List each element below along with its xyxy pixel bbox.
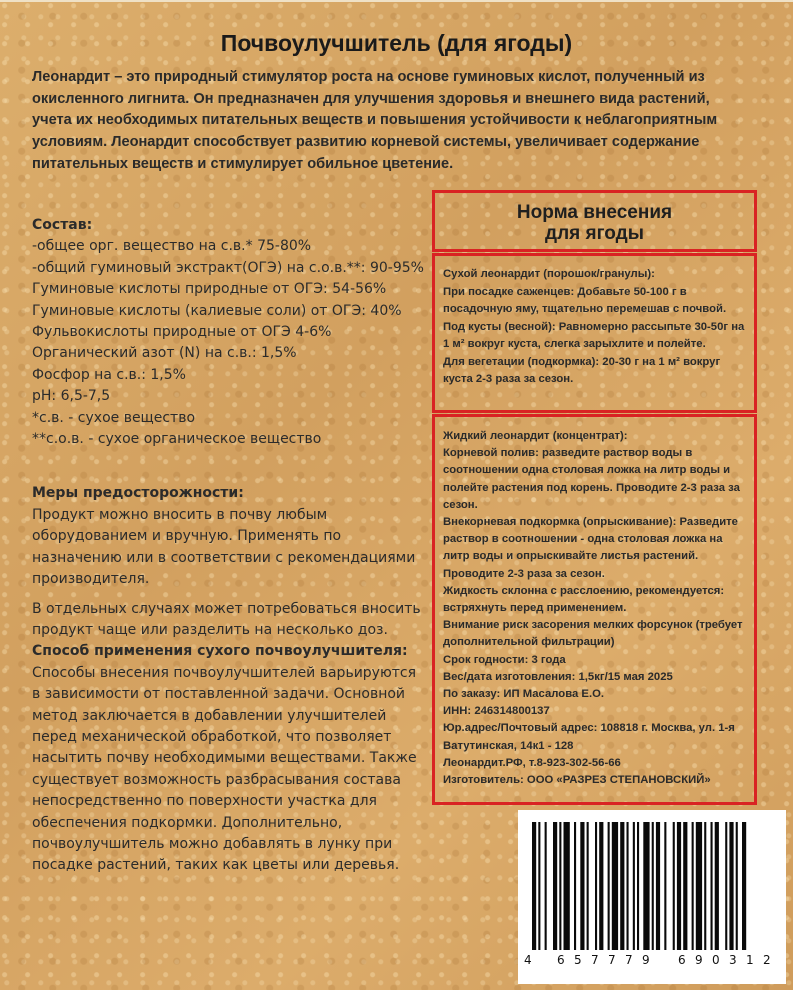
composition-line: *с.в. - сухое вещество	[32, 409, 196, 426]
barcode-bar	[574, 822, 576, 950]
barcode-bar	[595, 822, 597, 950]
barcode-digit: 6	[678, 953, 686, 967]
page-title: Почвоулучшитель (для ягоды)	[220, 30, 573, 56]
dry-method-heading: Способ применения сухого почвоулучшителя:	[32, 643, 408, 660]
barcode-bar	[652, 822, 654, 950]
barcode-bar	[725, 822, 727, 950]
barcode-bar	[736, 822, 738, 950]
barcode-bar	[580, 822, 584, 950]
liquid-norm-line: Леонардит.РФ, т.8-923-302-56-66	[443, 756, 621, 769]
liquid-norm-line: Юр.адрес/Почтовый адрес: 108818 г. Москва, ул. 1-я Ватутинская, 14к1 - 128	[443, 722, 735, 752]
composition-line: Гуминовые кислоты (калиевые соли) от ОГЭ: 40%	[32, 302, 402, 319]
barcode-bar	[729, 822, 733, 950]
precautions-text: В отдельных случаях может потребоваться вносить продукт чаще или разделить на несколько доз.	[32, 600, 421, 638]
spacer	[32, 591, 424, 599]
barcode-bar	[538, 822, 540, 950]
barcode-digit: 7	[591, 953, 599, 967]
barcode-bar	[711, 822, 713, 950]
barcode-digit: 2	[763, 953, 771, 967]
barcode-bar	[643, 822, 649, 950]
liquid-norm-line: ИНН: 246314800137	[443, 705, 550, 718]
barcode-bar	[587, 822, 589, 950]
barcode-bar	[559, 822, 561, 950]
norm-title-box	[432, 190, 757, 252]
barcode-digit: 7	[608, 953, 616, 967]
barcode-digit: 1	[746, 953, 754, 967]
barcode-bar	[564, 822, 570, 950]
barcode-bar	[673, 822, 675, 950]
dry-norm-line: Сухой леонардит (порошок/гранулы):	[443, 268, 655, 280]
dry-norm-box	[432, 253, 757, 413]
precautions-text: Продукт можно вносить в почву любым оборудованием и вручную. Применять по назначению или в соответствии с рекомендациями производителя.	[32, 506, 416, 588]
norm-title-line: Норма внесения	[516, 202, 673, 223]
liquid-norm-line: Внимание риск засорения мелких форсунок (требует дополнительной фильтрации)	[443, 619, 743, 649]
barcode-bar	[704, 822, 706, 950]
barcode	[518, 810, 786, 984]
composition-heading: Состав:	[32, 217, 93, 233]
barcode-digits	[518, 953, 786, 973]
composition-line: Органический азот (N) на с.в.: 1,5%	[32, 345, 297, 362]
norm-title-line: для ягоды	[545, 223, 644, 244]
barcode-bar	[742, 822, 746, 950]
composition-line: pH: 6,5-7,5	[32, 388, 111, 405]
spacer	[32, 450, 424, 483]
composition-line: **с.о.в. - сухое органическое вещество	[32, 431, 322, 448]
barcode-bars	[518, 810, 786, 953]
dry-norm-line: При посадке саженцев: Добавьте 50-100 г в посадочную яму, тщательно перемешав с почвой.	[443, 285, 727, 315]
barcode-bar	[532, 822, 536, 950]
top-border	[0, 0, 793, 2]
barcode-digit: 0	[712, 953, 720, 967]
composition-line: Фосфор на с.в.: 1,5%	[32, 366, 186, 383]
barcode-bar	[553, 822, 557, 950]
composition-line: -общий гуминовый экстракт(ОГЭ) на с.о.в.**: 90-95%	[32, 259, 424, 276]
barcode-digit: 9	[642, 953, 650, 967]
liquid-norm-line: Изготовитель: ООО «РАЗРЕЗ СТЕПАНОВСКИЙ»	[443, 774, 711, 787]
liquid-norm-line: Внекорневая подкормка (опрыскивание): Разведите раствор в соотношении - одна столовая ложка на литр воды и опрыскивайте листья растений. Проводите 2-3 раза за сезон.	[443, 516, 738, 580]
barcode-bar	[627, 822, 629, 950]
barcode-bar	[637, 822, 639, 950]
composition-line: Гуминовые кислоты природные от ОГЭ: 54-56%	[32, 281, 387, 298]
dry-norm-line: Под кусты (весной): Равномерно рассыпьте 30-50г на 1 м² вокруг куста, слегка зарыхлите и полейте.	[443, 320, 745, 350]
barcode-bar	[599, 822, 603, 950]
barcode-digit: 7	[625, 953, 633, 967]
barcode-bar	[633, 822, 635, 950]
liquid-norm-line: Вес/дата изготовления: 1,5кг/15 мая 2025	[443, 670, 673, 683]
barcode-digit: 5	[574, 953, 582, 967]
barcode-bar	[656, 822, 660, 950]
barcode-bar	[620, 822, 624, 950]
barcode-bar	[692, 822, 694, 950]
barcode-digit: 6	[557, 953, 565, 967]
barcode-bar	[683, 822, 687, 950]
barcode-digit: 9	[695, 953, 703, 967]
precautions-heading: Меры предосторожности:	[32, 485, 244, 502]
barcode-bar	[545, 822, 547, 950]
barcode-bar	[696, 822, 702, 950]
barcode-bar	[664, 822, 666, 950]
liquid-norm-line: Срок годности: 3 года	[443, 653, 566, 666]
barcode-bar	[715, 822, 719, 950]
dry-method-text: Способы внесения почвоулучшителей варьируются в зависимости от поставленной задачи. Основной метод заключается в добавлении улучшителей перед механической обработкой, что позволяет насытить почву необходимыми веществами. Также существует возможность разбрасывания состава непосредственно по поверхности участка для обеспечения подкормки. Дополнительно, почвоулучшитель можно добавлять в лунку при посадке растений, таких как цветы или деревья.	[32, 664, 417, 874]
left-column	[32, 215, 424, 877]
liquid-norm-line: Жидкость склонна с расслоению, рекомендуется: встряхнуть перед применением.	[443, 584, 725, 615]
liquid-norm-box	[432, 414, 757, 805]
barcode-bar	[612, 822, 618, 950]
liquid-norm-line: Жидкий леонардит (концентрат):	[443, 430, 628, 442]
dry-norm-line: Для вегетации (подкормка): 20-30 г на 1 м² вокруг куста 2-3 раза за сезон.	[443, 355, 721, 385]
barcode-bar	[677, 822, 681, 950]
barcode-digit: 3	[729, 953, 737, 967]
composition-line: Фульвокислоты природные от ОГЭ 4-6%	[32, 324, 332, 341]
barcode-bar	[608, 822, 610, 950]
liquid-norm-line: Корневой полив: разведите раствор воды в соотношении одна столовая ложка на литр воды и полейте растения под корень. Проводите 2-3 раза за сезон.	[443, 447, 740, 511]
composition-line: -общее орг. вещество на с.в.* 75-80%	[32, 238, 312, 255]
intro-paragraph: Леонардит – это природный стимулятор роста на основе гуминовых кислот, полученный из окисленного лигнита. Он предназначен для улучшения здоровья и внешнего вида растений, учета их необходимых питательных веществ и повышения устойчивости к неблагоприятным условиям. Леонардит способствует развитию корневой системы, увеличивает содержание питательных веществ и стимулирует обильное цветение.	[32, 69, 718, 172]
liquid-norm-line: По заказу: ИП Масалова Е.О.	[443, 688, 605, 701]
barcode-digit: 4	[524, 953, 532, 967]
